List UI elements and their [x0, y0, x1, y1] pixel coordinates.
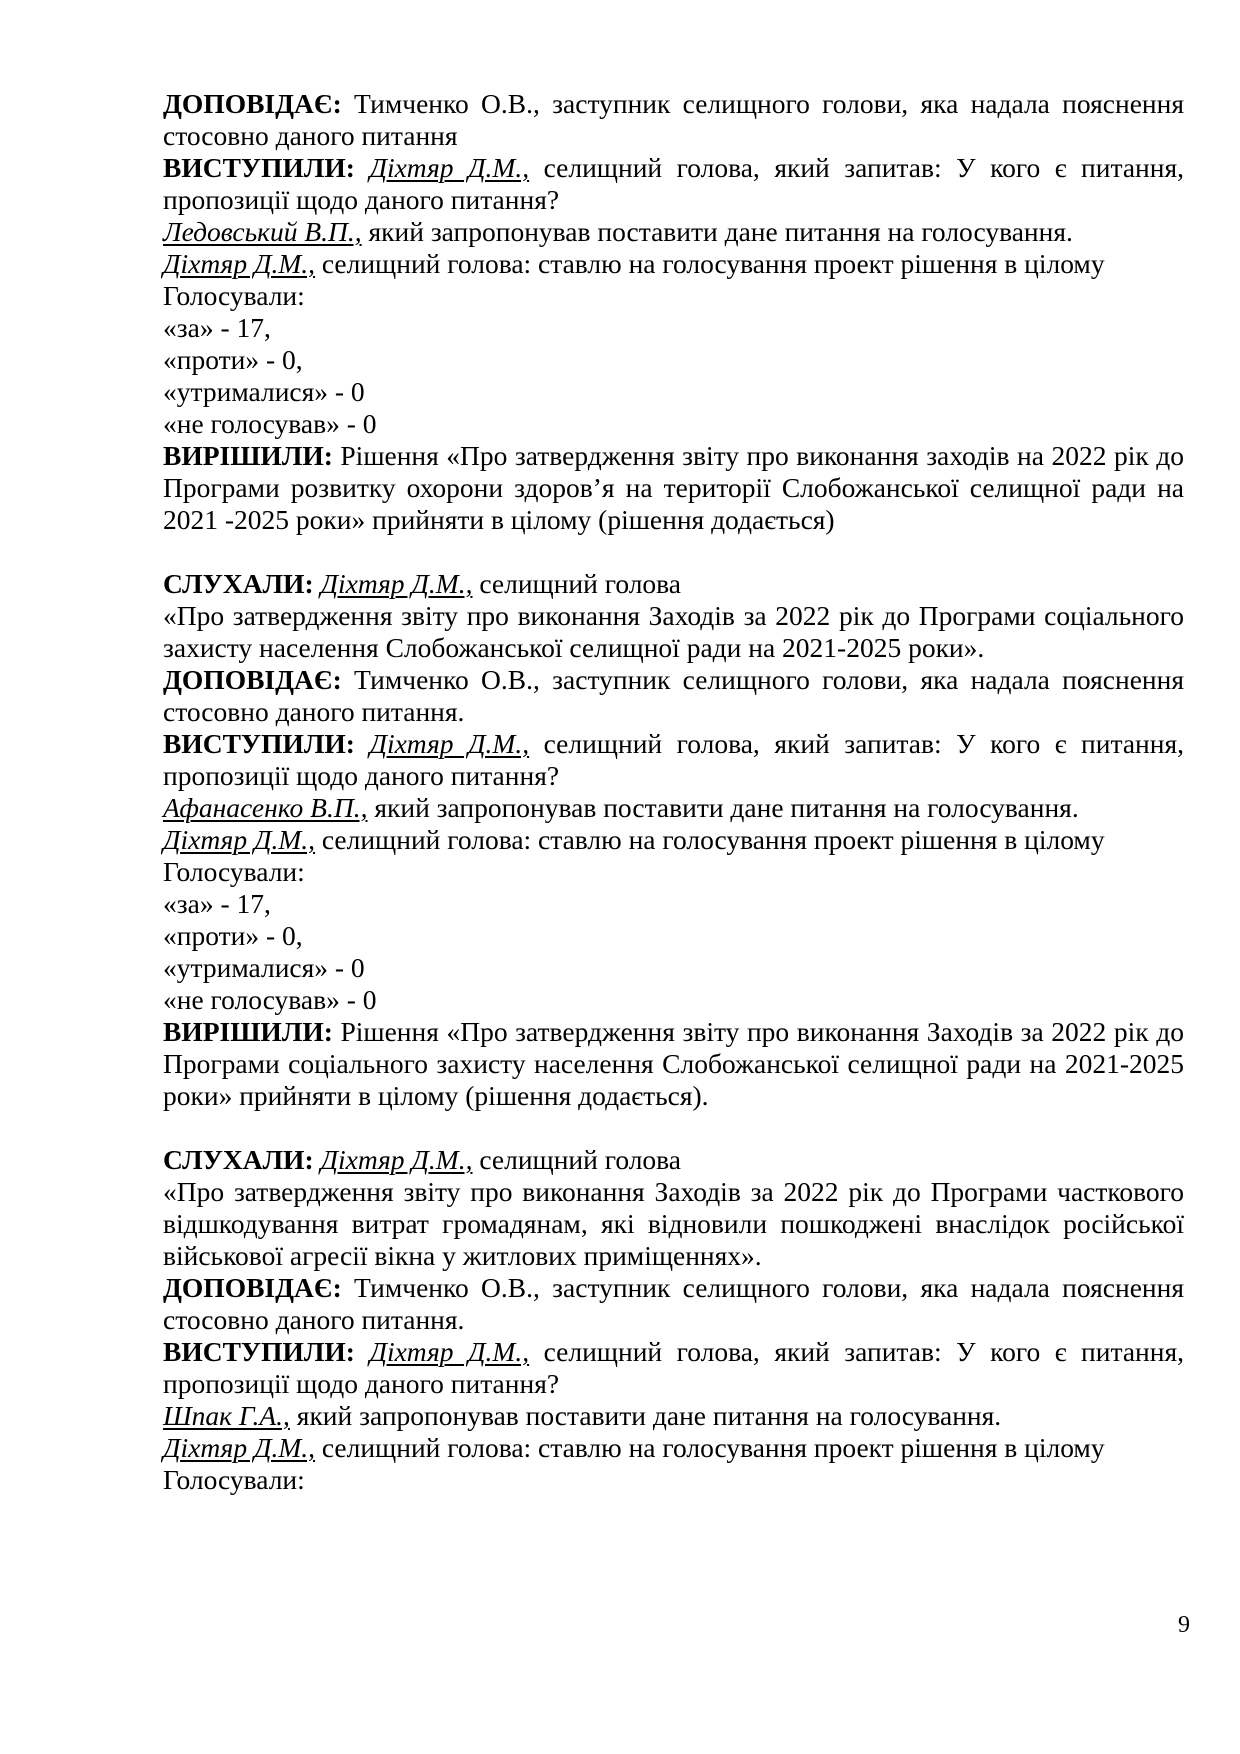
- vote-call-paragraph: [163, 248, 1184, 280]
- decision-text: Рішення «Про затвердження звіту про виконання заходів на 2022 рік до Програми розвитку охорони здоров’я на території Слобожанської селищної ради на 2021 -2025 роки» прийняти в цілому (рішення додається): [163, 440, 1184, 535]
- vote-call-text: селищний голова: ставлю на голосування проект рішення в цілому: [314, 1432, 1105, 1463]
- vote-abstained: «утрималися» - 0: [163, 952, 365, 983]
- decision-paragraph: [163, 440, 1184, 536]
- topic-paragraph: «Про затвердження звіту про виконання Заходів за 2022 рік до Програми соціального захисту населення Слобожанської селищної ради на 2021-2025 роки».: [163, 600, 1184, 663]
- decision-label: ВИРІШИЛИ:: [163, 1016, 333, 1047]
- chair-name: Діхтяр Д.М.,: [163, 824, 315, 855]
- decision-label: ВИРІШИЛИ:: [163, 440, 333, 471]
- heard-role: селищний голова: [472, 568, 682, 599]
- proposal-text: який запропонував поставити дане питання на голосування.: [367, 792, 1079, 823]
- speaker-text: селищний голова, який запитав: У кого є питання, пропозиції щодо даного питання?: [163, 152, 1184, 215]
- speakers-paragraph: [163, 728, 1184, 792]
- vote-against: «проти» - 0,: [163, 920, 303, 951]
- chair-name: Діхтяр Д.М.,: [163, 1432, 315, 1463]
- report-text: Тимченко О.В., заступник селищного голови, яка надала пояснення стосовно даного питання: [163, 88, 1184, 151]
- vote-for: «за» - 17,: [163, 888, 271, 919]
- voted-label: Голосували:: [163, 280, 305, 311]
- speakers-label: ВИСТУПИЛИ:: [163, 152, 355, 183]
- vote-call-text: селищний голова: ставлю на голосування проект рішення в цілому: [314, 824, 1105, 855]
- proposal-paragraph: [163, 216, 1184, 248]
- heard-paragraph: [163, 568, 1184, 600]
- vote-not-voted: «не голосував» - 0: [163, 984, 377, 1015]
- proposer-name: Ледовський В.П.,: [163, 216, 362, 247]
- report-label: ДОПОВІДАЄ:: [163, 88, 342, 119]
- proposal-text: який запропонував поставити дане питання на голосування.: [289, 1400, 1002, 1431]
- proposal-paragraph: [163, 1400, 1184, 1432]
- vote-against: «проти» - 0,: [163, 344, 303, 375]
- page-content: [163, 88, 1184, 1496]
- vote-not-voted: «не голосував» - 0: [163, 408, 377, 439]
- voted-label: Голосували:: [163, 856, 305, 887]
- speakers-paragraph: [163, 152, 1184, 216]
- decision-text: Рішення «Про затвердження звіту про виконання Заходів за 2022 рік до Програми соціального захисту населення Слобожанської селищної ради на 2021-2025 роки» прийняти в цілому (рішення додається).: [163, 1016, 1184, 1111]
- report-paragraph: [163, 88, 1184, 152]
- topic-paragraph: «Про затвердження звіту про виконання Заходів за 2022 рік до Програми часткового відшкодування витрат громадянам, які відновили пошкоджені внаслідок російської військової агресії вікна у житлових приміщеннях».: [163, 1176, 1184, 1271]
- speaker-name: Діхтяр Д.М.,: [369, 728, 530, 759]
- section-spacer: [163, 536, 1184, 568]
- heard-name: Діхтяр Д.М.,: [320, 1144, 473, 1175]
- speakers-label: ВИСТУПИЛИ:: [163, 728, 355, 759]
- vote-abstained: «утрималися» - 0: [163, 376, 365, 407]
- speakers-label: ВИСТУПИЛИ:: [163, 1336, 355, 1367]
- vote-call-paragraph: [163, 824, 1184, 856]
- proposer-name: Афанасенко В.П.,: [163, 792, 368, 823]
- heard-label: СЛУХАЛИ:: [163, 568, 314, 599]
- report-label: ДОПОВІДАЄ:: [163, 664, 342, 695]
- page-number: 9: [1178, 1612, 1190, 1638]
- speaker-name: Діхтяр Д.М.,: [369, 1336, 530, 1367]
- report-label: ДОПОВІДАЄ:: [163, 1272, 342, 1303]
- report-text: Тимченко О.В., заступник селищного голови, яка надала пояснення стосовно даного питання.: [163, 1272, 1184, 1335]
- proposal-text: який запропонував поставити дане питання на голосування.: [361, 216, 1073, 247]
- voted-label: Голосували:: [163, 1464, 305, 1495]
- speakers-paragraph: [163, 1336, 1184, 1400]
- report-paragraph: [163, 664, 1184, 728]
- vote-call-text: селищний голова: ставлю на голосування проект рішення в цілому: [314, 248, 1105, 279]
- heard-paragraph: [163, 1144, 1184, 1176]
- decision-paragraph: [163, 1016, 1184, 1112]
- heard-label: СЛУХАЛИ:: [163, 1144, 314, 1175]
- chair-name: Діхтяр Д.М.,: [163, 248, 315, 279]
- speaker-text: селищний голова, який запитав: У кого є питання, пропозиції щодо даного питання?: [163, 728, 1184, 791]
- vote-call-paragraph: [163, 1432, 1184, 1464]
- proposer-name: Шпак Г.А.,: [163, 1400, 290, 1431]
- section-spacer: [163, 1112, 1184, 1144]
- heard-role: селищний голова: [472, 1144, 682, 1175]
- speaker-name: Діхтяр Д.М.,: [369, 152, 530, 183]
- speaker-text: селищний голова, який запитав: У кого є питання, пропозиції щодо даного питання?: [163, 1336, 1184, 1399]
- report-text: Тимченко О.В., заступник селищного голови, яка надала пояснення стосовно даного питання.: [163, 664, 1184, 727]
- proposal-paragraph: [163, 792, 1184, 824]
- report-paragraph: [163, 1272, 1184, 1336]
- heard-name: Діхтяр Д.М.,: [320, 568, 473, 599]
- vote-for: «за» - 17,: [163, 312, 271, 343]
